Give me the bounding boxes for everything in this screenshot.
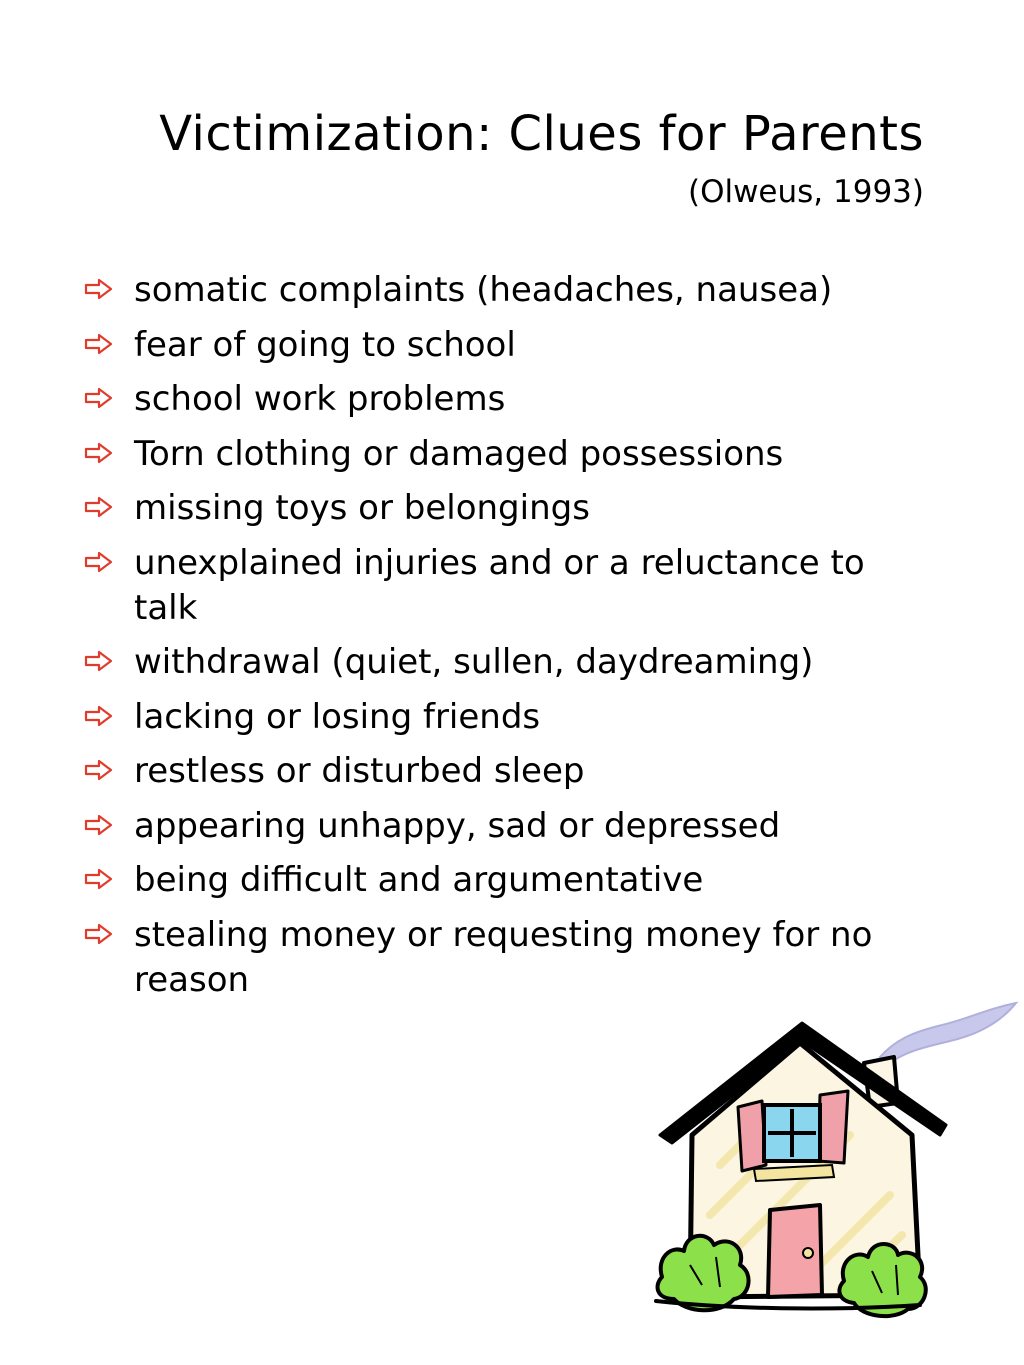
arrow-right-outline-icon: [84, 442, 114, 464]
arrow-right-outline-icon: [84, 496, 114, 518]
bullet-list: [84, 268, 914, 1012]
list-item: [84, 486, 914, 531]
list-item: [84, 323, 914, 368]
list-item: [84, 268, 914, 313]
list-item: [84, 377, 914, 422]
arrow-right-outline-icon: [84, 278, 114, 300]
bullet-text: school work problems: [134, 379, 506, 419]
arrow-right-outline-icon: [84, 551, 114, 573]
smoke-swirl: [880, 1003, 1016, 1063]
bullet-text: somatic complaints (headaches, nausea): [134, 270, 833, 310]
bullet-text: lacking or losing friends: [134, 696, 541, 737]
window-shutter-left: [738, 1101, 766, 1171]
arrow-right-outline-icon: [84, 759, 114, 781]
arrow-right-outline-icon: [84, 650, 114, 672]
list-item: [84, 913, 914, 1003]
list-item: [84, 749, 914, 794]
bullet-text: being difficult and argumentative: [134, 860, 704, 900]
door-knob: [803, 1248, 813, 1258]
list-item: [84, 541, 914, 631]
bullet-text: stealing money or requesting money for no reason: [134, 914, 873, 1000]
bullet-text: fear of going to school: [134, 324, 516, 365]
arrow-right-outline-icon: [84, 333, 114, 355]
bullet-text: missing toys or belongings: [134, 488, 590, 528]
bullet-text: appearing unhappy, sad or depressed: [134, 805, 781, 846]
arrow-right-outline-icon: [84, 868, 114, 890]
list-item: [84, 804, 914, 849]
bullet-text: restless or disturbed sleep: [134, 751, 585, 791]
bullet-text: withdrawal (quiet, sullen, daydreaming): [134, 642, 814, 682]
arrow-right-outline-icon: [84, 705, 114, 727]
door: [768, 1205, 822, 1297]
house-clipart: [650, 995, 1024, 1330]
bush-left: [658, 1236, 749, 1310]
slide-citation: (Olweus, 1993): [687, 174, 924, 210]
slide-title: Victimization: Clues for Parents: [159, 106, 924, 162]
bullet-text: unexplained injuries and or a reluctance to talk: [134, 542, 865, 628]
list-item: [84, 858, 914, 903]
window-shutter-right: [818, 1091, 848, 1163]
arrow-right-outline-icon: [84, 814, 114, 836]
list-item: [84, 695, 914, 740]
arrow-right-outline-icon: [84, 387, 114, 409]
list-item: [84, 432, 914, 477]
bullet-text: Torn clothing or damaged possessions: [134, 433, 784, 474]
list-item: [84, 640, 914, 685]
arrow-right-outline-icon: [84, 923, 114, 945]
